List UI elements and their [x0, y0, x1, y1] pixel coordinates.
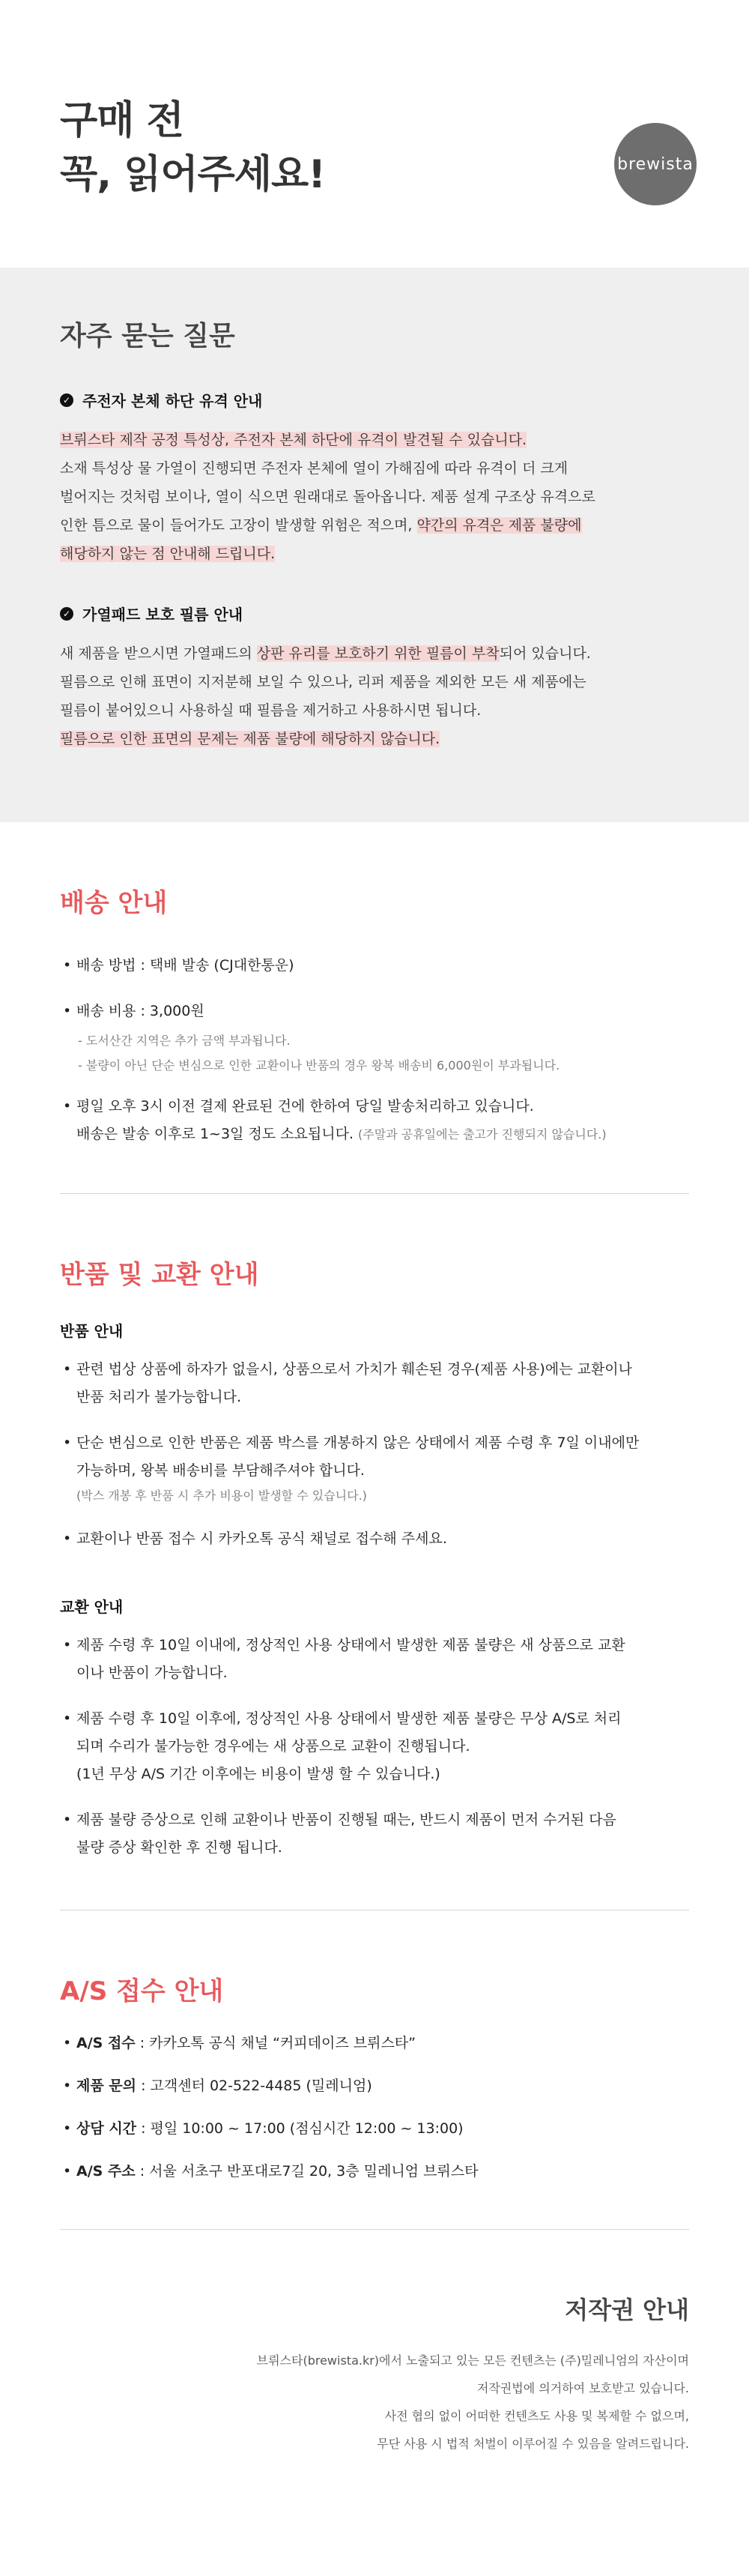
list-item [60, 1356, 689, 1411]
bullet-icon: • [63, 1361, 72, 1378]
answer-text: 인한 틈으로 물이 들어가도 고장이 발생할 위험은 적으며, [60, 517, 417, 534]
list-item [60, 952, 689, 980]
check-circle-icon: ✓ [60, 607, 73, 621]
list-item-text: 가능하며, 왕복 배송비를 부담해주셔야 합니다. [76, 1462, 365, 1479]
list-item-text: 불량 증상 확인한 후 진행 됩니다. [76, 1839, 282, 1856]
list-item-text: (1년 무상 A/S 기간 이후에는 비용이 발생 할 수 있습니다.) [76, 1766, 440, 1782]
copyright-section [0, 2230, 749, 2503]
shipping-schedule-note: (주말과 공휴일에는 출고가 진행되지 않습니다.) [358, 1127, 607, 1141]
bullet-icon: • [63, 1435, 72, 1451]
returns-title: 반품 및 교환 안내 [60, 1260, 259, 1290]
page-header [0, 0, 749, 268]
bullet-icon: • [63, 1710, 72, 1727]
faq-title: 자주 묻는 질문 [60, 321, 235, 352]
faq-answer-line [60, 639, 689, 668]
faq-answer-line [60, 511, 689, 540]
shipping-method: 배송 방법 : 택배 발송 (CJ대한통운) [76, 957, 294, 974]
page-title [60, 94, 325, 202]
bullet-icon: • [63, 1530, 72, 1547]
as-item-label: 제품 문의 [76, 2078, 137, 2094]
shipping-section [0, 822, 749, 1194]
as-item-value: : 평일 10:00 ~ 17:00 (점심시간 12:00 ~ 13:00) [136, 2120, 464, 2137]
bullet-icon: • [63, 1812, 72, 1828]
list-item-text: 되며 수리가 불가능한 경우에는 새 상품으로 교환이 진행됩니다. [76, 1738, 470, 1755]
return-subheading: 반품 안내 [60, 1322, 124, 1340]
as-item-value: : 카카오톡 공식 채널 “커피데이즈 브뤼스타” [135, 2035, 416, 2051]
list-item-body [76, 1429, 639, 1507]
return-list [60, 1356, 689, 1553]
list-item-body [76, 1356, 632, 1411]
exchange-list [60, 1632, 689, 1862]
list-item-text: 교환이나 반품 접수 시 카카오톡 공식 채널로 접수해 주세요. [76, 1530, 447, 1547]
check-circle-icon: ✓ [60, 393, 73, 407]
highlighted-text: 브뤼스타 제작 공정 특성상, 주전자 본체 하단에 유격이 발견될 수 있습니다. [60, 432, 527, 448]
answer-text: 되어 있습니다. [499, 645, 591, 662]
list-item [60, 998, 689, 1025]
as-item-body [76, 2158, 479, 2186]
faq-answer-line [60, 668, 689, 696]
list-item-text: 제품 수령 후 10일 이후에, 정상적인 사용 상태에서 발생한 제품 불량은 무상 A/S로 처리 [76, 1710, 622, 1727]
list-item [60, 1525, 689, 1553]
bullet-icon: • [63, 2035, 72, 2051]
as-item-label: A/S 접수 [76, 2035, 136, 2051]
highlighted-text: 상판 유리를 보호하기 위한 필름이 부착 [256, 645, 500, 662]
answer-text: 필름으로 인해 표면이 지저분해 보일 수 있으나, 리퍼 제품을 제외한 모든 새 제품에는 [60, 674, 586, 690]
answer-text: 새 제품을 받으시면 가열패드의 [60, 645, 257, 662]
bullet-icon: • [63, 1637, 72, 1653]
answer-text: 소재 특성상 물 가열이 진행되면 주전자 본체에 열이 가해짐에 따라 유격이 더 크게 [60, 460, 568, 477]
page-title-line-2: 꼭, 읽어주세요! [60, 152, 325, 197]
as-item-label: 상담 시간 [76, 2120, 137, 2137]
shipping-title: 배송 안내 [60, 888, 168, 918]
as-item-body [76, 2072, 372, 2100]
list-item-text: 단순 변심으로 인한 반품은 제품 박스를 개봉하지 않은 상태에서 제품 수령 후 7일 이내에만 [76, 1435, 640, 1451]
shipping-schedule: 평일 오후 3시 이전 결제 완료된 건에 한하여 당일 발송처리하고 있습니다. [76, 1098, 534, 1114]
shipping-cost-note: - 도서산간 지역은 추가 금액 부과됩니다. [78, 1034, 291, 1048]
bullet-icon: • [63, 2078, 72, 2094]
faq-answer [60, 639, 689, 753]
copyright-line: 저작권법에 의거하여 보호받고 있습니다. [476, 2381, 689, 2395]
as-item-body [76, 2115, 464, 2143]
faq-answer-line [60, 725, 689, 753]
as-item [60, 2115, 689, 2143]
list-item-body [76, 1525, 447, 1553]
exchange-subheading: 교환 안내 [60, 1598, 124, 1616]
answer-text: 벌어지는 것처럼 보이나, 열이 식으면 원래대로 돌아옵니다. 제품 설계 구조상 유격으로 [60, 489, 595, 505]
faq-question-text: 주전자 본체 하단 유격 안내 [82, 392, 263, 410]
highlighted-text: 해당하지 않는 점 안내해 드립니다. [60, 546, 276, 562]
as-section [0, 1910, 749, 2230]
bullet-icon: • [63, 1003, 72, 1019]
list-item-body [76, 1632, 625, 1687]
shipping-cost: 배송 비용 : 3,000원 [76, 1003, 204, 1019]
list-item [60, 1093, 689, 1148]
bullet-icon: • [63, 2120, 72, 2137]
as-item [60, 2072, 689, 2100]
list-item-body [76, 1705, 622, 1788]
as-item-label: A/S 주소 [76, 2163, 136, 2180]
as-item [60, 2030, 689, 2057]
list-item [60, 1806, 689, 1862]
highlighted-text: 약간의 유격은 제품 불량에 [416, 517, 582, 534]
highlighted-text: 필름으로 인한 표면의 문제는 제품 불량에 해당하지 않습니다. [60, 731, 440, 747]
as-item-body [76, 2030, 416, 2057]
as-item-value: : 고객센터 02-522-4485 (밀레니엄) [136, 2078, 372, 2094]
faq-item [60, 603, 689, 753]
faq-answer-line [60, 540, 689, 568]
list-item [60, 1429, 689, 1507]
faq-section [0, 268, 749, 822]
list-item-text: 반품 처리가 불가능합니다. [76, 1389, 242, 1405]
returns-section [0, 1194, 749, 1910]
copyright-title: 저작권 안내 [565, 2296, 689, 2324]
answer-text: 필름이 붙어있으니 사용하실 때 필름을 제거하고 사용하시면 됩니다. [60, 702, 482, 719]
as-list [60, 2030, 689, 2186]
as-item-value: : 서울 서초구 반포대로7길 20, 3층 밀레니엄 브뤼스타 [135, 2163, 479, 2180]
list-item-text: 제품 수령 후 10일 이내에, 정상적인 사용 상태에서 발생한 제품 불량은 새 상품으로 교환 [76, 1637, 625, 1653]
list-item-note: (박스 개봉 후 반품 시 추가 비용이 발생할 수 있습니다.) [76, 1488, 367, 1503]
faq-answer-line [60, 696, 689, 725]
list-item-text: 관련 법상 상품에 하자가 없을시, 상품으로서 가치가 훼손된 경우(제품 사용)에는 교환이나 [76, 1361, 633, 1378]
bullet-icon: • [63, 1098, 72, 1114]
faq-question [60, 603, 689, 624]
shipping-cost-note: - 불량이 아닌 단순 변심으로 인한 교환이나 반품의 경우 왕복 배송비 6,000원이 부과됩니다. [78, 1058, 560, 1073]
faq-answer-line [60, 426, 689, 454]
copyright-line: 사전 협의 없이 어떠한 컨텐츠도 사용 및 복제할 수 없으며, [384, 2409, 689, 2423]
list-item-text: 제품 불량 증상으로 인해 교환이나 반품이 진행될 때는, 반드시 제품이 먼저 수거된 다음 [76, 1812, 616, 1828]
faq-answer-line [60, 483, 689, 511]
list-item-text: 이나 반품이 가능합니다. [76, 1665, 228, 1681]
faq-question-text: 가열패드 보호 필름 안내 [82, 606, 243, 624]
brewista-logo: brewista [614, 123, 697, 205]
bullet-icon: • [63, 957, 72, 974]
faq-question [60, 389, 689, 411]
list-item-body [76, 1806, 616, 1862]
copyright-line: 브뤼스타(brewista.kr)에서 노출되고 있는 모든 컨텐츠는 (주)밀레니엄의 자산이며 [256, 2353, 689, 2368]
copyright-line: 무단 사용 시 법적 처벌이 이루어질 수 있음을 알려드립니다. [377, 2437, 689, 2451]
faq-item [60, 389, 689, 568]
faq-answer-line [60, 454, 689, 483]
shipping-duration: 배송은 발송 이후로 1~3일 정도 소요됩니다. [76, 1126, 354, 1142]
as-item [60, 2158, 689, 2186]
list-item [60, 1632, 689, 1687]
page-title-line-1: 구매 전 [60, 98, 184, 143]
faq-answer [60, 426, 689, 568]
list-item [60, 1705, 689, 1788]
as-title: A/S 접수 안내 [60, 1976, 224, 2006]
bullet-icon: • [63, 2163, 72, 2180]
